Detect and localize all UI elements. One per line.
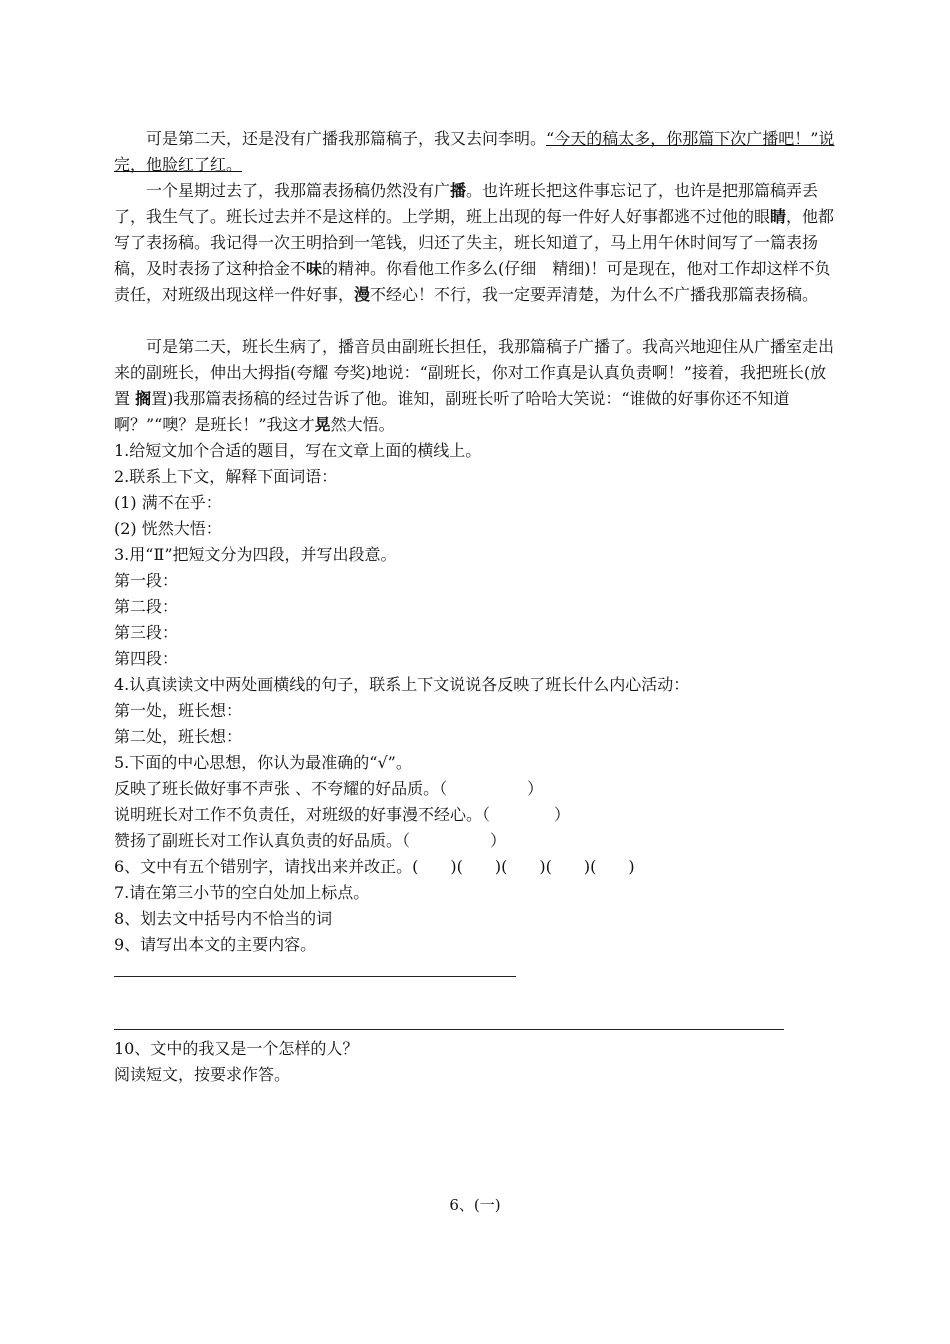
- question-8: 8、划去文中括号内不恰当的词: [114, 909, 333, 928]
- answer-line: [114, 976, 516, 977]
- paragraph-1-text: 可是第二天，还是没有广播我那篇稿子，我又去问李明。: [146, 129, 547, 148]
- question-10: 10、文中的我又是一个怎样的人？: [114, 1039, 359, 1058]
- question-6: 6、文中有五个错别字，请找出来并改正。( )( )( )( )( ): [114, 857, 635, 876]
- question-3-section-2: 第二段：: [114, 597, 179, 616]
- question-2: 2.联系上下文，解释下面词语：: [114, 467, 338, 486]
- question-5-option-3: 赞扬了副班长对工作认真负责的好品质。（ ）: [114, 831, 507, 850]
- page-number: 6、(一): [449, 1196, 501, 1214]
- error-char: 晃: [314, 415, 331, 434]
- question-2-item-1: (1) 满不在乎：: [114, 493, 222, 512]
- error-char: 搁: [135, 389, 152, 408]
- error-char: 播: [450, 181, 467, 200]
- question-3-section-1: 第一段：: [114, 571, 179, 590]
- question-7: 7.请在第三小节的空白处加上标点。: [114, 883, 370, 902]
- question-5-option-2: 说明班长对工作不负责任，对班级的好事漫不经心。（ ）: [114, 805, 571, 824]
- answer-line: [114, 1029, 784, 1030]
- underlined-sentence-1: “今天的稿太多，你那篇下次广播吧！”说完，他脸红了红。: [114, 129, 835, 174]
- question-3-section-3: 第三段：: [114, 623, 179, 642]
- error-char: 漫: [354, 285, 371, 304]
- passage-paragraph-2: 一个星期过去了，我那篇表扬稿仍然没有广播。也许班长把这件事忘记了，也许是把那篇稿弄丢了，我生气了。班长过去并不是这样的。上学期，班上出现的每一件好人好事都逃不过他的眼睛，他都写了表扬稿。我记得一次王明拾到一笔钱，归还了失主，班长知道了，马上用午休时间写了一篇表扬稿，及时表扬了这种拾金不味的精神。你看他工作多么(仔细 精细)！可是现在，他对工作却这样不负责任，对班级出现这样一件好事，漫不经心！不行，我一定要弄清楚，为什么不广播我那篇表扬稿。: [114, 181, 835, 304]
- passage-paragraph-3: 可是第二天，班长生病了，播音员由副班长担任，我那篇稿子广播了。我高兴地迎住从广播室走出来的副班长，伸出大拇指(夸耀 夸奖)地说：“副班长，你对工作真是认真负责啊！”接着，我把班长(放置 搁置)我那篇表扬稿的经过告诉了他。谁知，副班长听了哈哈大笑说：“谁做的好事你还不知道啊？”“噢？是班长！”我这才晃然大悟。: [114, 337, 835, 434]
- question-2-item-2: (2) 恍然大悟：: [114, 519, 222, 538]
- question-4-item-1: 第一处，班长想：: [114, 701, 243, 720]
- passage-paragraph-1: [114, 126, 838, 178]
- error-char: 味: [306, 259, 323, 278]
- instruction-text: 阅读短文，按要求作答。: [114, 1065, 291, 1084]
- question-4-item-2: 第二处，班长想：: [114, 727, 243, 746]
- question-1: 1.给短文加个合适的题目，写在文章上面的横线上。: [114, 441, 482, 460]
- question-5-option-1: 反映了班长做好事不声张 、不夸耀的好品质。（ ）: [114, 779, 544, 798]
- question-3-section-4: 第四段：: [114, 649, 179, 668]
- question-9: 9、请写出本文的主要内容。: [114, 935, 317, 954]
- error-char: 睛: [770, 207, 787, 226]
- question-5: 5.下面的中心思想，你认为最准确的“√”。: [114, 753, 412, 772]
- question-3: 3.用“Ⅱ”把短文分为四段，并写出段意。: [114, 545, 397, 564]
- question-4: 4.认真读读文中两处画横线的句子，联系上下文说说各反映了班长什么内心活动：: [114, 675, 690, 694]
